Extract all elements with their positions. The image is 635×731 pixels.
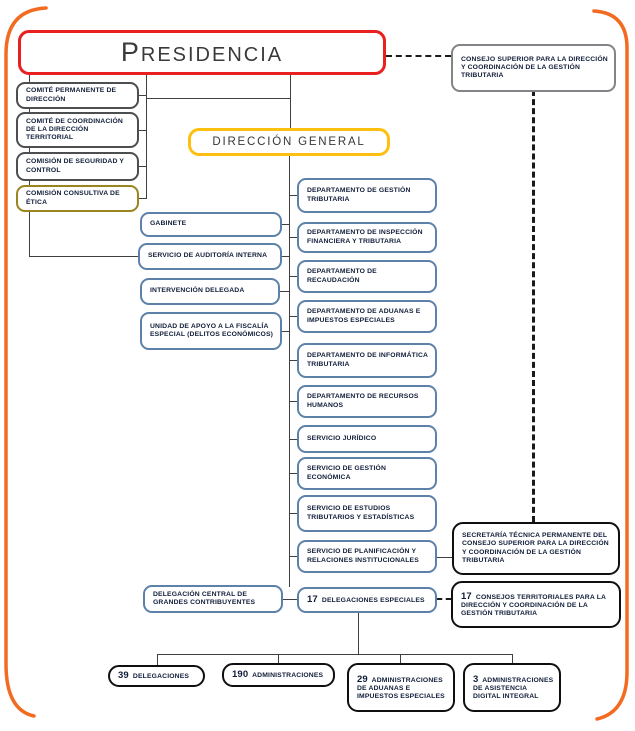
department-label: DEPARTAMENTO DE GESTIÓN TRIBUTARIA <box>307 187 411 203</box>
connector-stub <box>139 166 146 167</box>
node-dep-inspeccion <box>297 222 437 253</box>
connector-bottom-rail <box>157 654 513 655</box>
staff-label: SERVICIO DE AUDITORÍA INTERNA <box>148 252 268 260</box>
connector-presidencia-consejo <box>386 55 451 57</box>
node-comite-coordinacion <box>16 112 139 148</box>
consejos-territoriales-label: 17 CONSEJOS TERRITORIALES PARA LA DIRECCIÓN Y COORDINACIÓN DE LA GESTIÓN TRIBUTARIA <box>461 590 606 618</box>
staff-label: GABINETE <box>150 220 187 228</box>
node-direccion-general <box>188 128 390 156</box>
node-3-administraciones-digital <box>463 663 561 712</box>
bottom-label: 39 DELEGACIONES <box>118 670 190 682</box>
node-39-delegaciones <box>108 665 205 687</box>
committee-label: COMITÉ DE COORDINACIÓN DE LA DIRECCIÓN TERRITORIAL <box>26 117 123 142</box>
connector-stub <box>282 256 290 257</box>
department-label: DEPARTAMENTO DE INSPECCIÓN FINANCIERA Y TRIBUTARIA <box>307 229 423 245</box>
staff-label: UNIDAD DE APOYO A LA FISCALÍA ESPECIAL (DELITOS ECONÓMICOS) <box>150 322 274 338</box>
node-consejo-superior <box>451 44 616 92</box>
node-dep-recaudacion <box>297 260 437 293</box>
committee-label: COMITÉ PERMANENTE DE DIRECCIÓN <box>26 87 117 103</box>
connector-presidencia-auditoria-h <box>29 256 139 257</box>
connector-stub <box>282 331 290 332</box>
node-comision-etica <box>16 185 139 212</box>
connector-drop <box>157 654 158 665</box>
department-label: DEPARTAMENTO DE ADUANAS E IMPUESTOS ESPECIALES <box>307 308 421 324</box>
secretaria-tecnica-label: SECRETARÍA TÉCNICA PERMANENTE DEL CONSEJO SUPERIOR PARA LA DIRECCIÓN Y COORDINACIÓN DE LA GESTIÓN TRIBUTARIA <box>462 532 609 564</box>
committee-label: COMISIÓN DE SEGURIDAD Y CONTROL <box>26 158 124 174</box>
consejo-superior-label: CONSEJO SUPERIOR PARA LA DIRECCIÓN Y COORDINACIÓN DE LA GESTIÓN TRIBUTARIA <box>461 55 608 80</box>
node-gabinete <box>140 212 282 237</box>
node-dep-recursos-humanos <box>297 385 437 418</box>
bottom-label: 3 ADMINISTRACIONES DE ASISTENCIA DIGITAL INTEGRAL <box>473 673 554 701</box>
connector-delegacion-central <box>283 599 297 600</box>
connector-central-spine <box>289 156 290 587</box>
consejos-count: 17 <box>461 590 472 602</box>
department-label: DEPARTAMENTO DE INFORMÁTICA TRIBUTARIA <box>307 352 428 368</box>
node-servicio-estudios <box>297 495 437 532</box>
department-label: DEPARTAMENTO DE RECURSOS HUMANOS <box>307 393 419 409</box>
node-delegacion-central <box>143 585 283 613</box>
node-comite-permanente <box>16 82 139 109</box>
node-servicio-planificacion <box>297 540 437 573</box>
connector-delegaciones-drop <box>358 613 359 654</box>
delegacion-central-label: DELEGACIÓN CENTRAL DE GRANDES CONTRIBUYENTES <box>153 590 256 606</box>
connector-presidencia-dg <box>290 74 291 129</box>
node-dep-aduanas <box>297 300 437 333</box>
connector-presidencia-cross <box>146 98 290 99</box>
department-label: DEPARTAMENTO DE RECAUDACIÓN <box>307 268 377 284</box>
connector-stub <box>139 130 146 131</box>
node-29-administraciones-aduanas <box>347 663 455 712</box>
connector-stub <box>139 95 146 96</box>
bottom-label: 29 ADMINISTRACIONES DE ADUANAS E IMPUESTOS ESPECIALES <box>357 673 445 701</box>
connector-stub <box>280 291 290 292</box>
node-dep-informatica <box>297 343 437 378</box>
node-presidencia <box>18 30 386 75</box>
connector-stub <box>282 224 290 225</box>
staff-label: INTERVENCIÓN DELEGADA <box>150 287 245 295</box>
node-17-consejos-territoriales <box>451 581 621 628</box>
presidencia-label: PRESIDENCIA <box>120 37 284 67</box>
department-label: SERVICIO DE ESTUDIOS TRIBUTARIOS Y ESTADÍSTICAS <box>307 505 415 521</box>
delegaciones-especiales-label: 17 DELEGACIONES ESPECIALES <box>307 594 425 606</box>
node-17-delegaciones-especiales <box>297 587 437 613</box>
bottom-label: 190 ADMINISTRACIONES <box>232 669 324 681</box>
connector-planificacion-secretaria <box>437 557 452 558</box>
node-auditoria-interna <box>138 243 282 270</box>
department-label: SERVICIO DE GESTIÓN ECONÓMICA <box>307 465 387 481</box>
connector-consejo-secretaria <box>532 90 535 522</box>
node-190-administraciones <box>222 663 335 687</box>
connector-delegaciones-consejos <box>437 598 451 600</box>
node-comision-seguridad <box>16 152 139 181</box>
node-unidad-apoyo-fiscalia <box>140 312 282 350</box>
node-servicio-juridico <box>297 425 437 453</box>
connector-stub <box>139 198 146 199</box>
connector-committee-rail <box>146 74 147 199</box>
node-servicio-gestion-economica <box>297 457 437 490</box>
node-dep-gestion-tributaria <box>297 178 437 213</box>
direccion-general-label: DIRECCIÓN GENERAL <box>212 136 366 148</box>
department-label: SERVICIO JURÍDICO <box>307 434 377 442</box>
delegaciones-count: 17 <box>307 594 318 606</box>
node-intervencion-delegada <box>140 278 280 305</box>
committee-label: COMISIÓN CONSULTIVA DE ÉTICA <box>26 190 120 206</box>
department-label: SERVICIO DE PLANIFICACIÓN Y RELACIONES INSTITUCIONALES <box>307 548 419 564</box>
node-secretaria-tecnica <box>452 522 620 575</box>
